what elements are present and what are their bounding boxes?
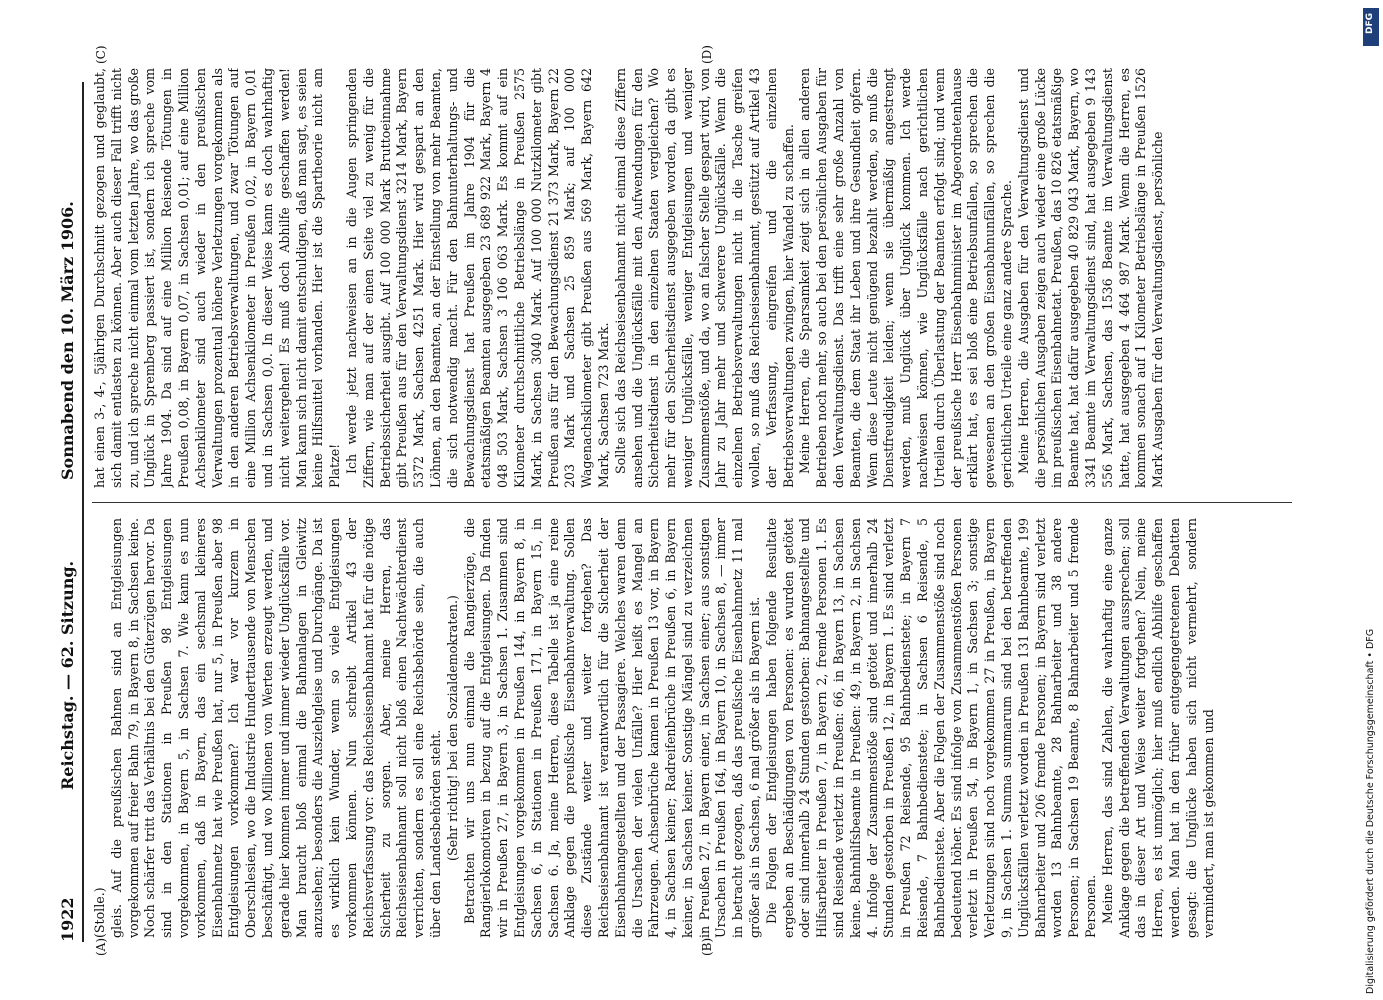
margin-marker-d: (D) <box>700 45 714 64</box>
column-divider <box>92 502 1292 503</box>
left-column-paragraph: (Stolle.) <box>92 887 107 938</box>
right-column-paragraph: hat einen 3-, 4-, 5jährigen Durchschnitt gezogen und geglaubt, sich damit entlasten zu können. Aber auch dieser Fall trifft nicht zu, und ich spreche nicht einmal vom letzten Jahre, wo das große Unglück in Spremberg passiert ist, sondern ich spreche vom Jahre 1904. Da sind auf eine Million Reisende Tötungen in Preußen 0,08, in Bayern 0,07, in Sachsen 0,01; auf eine Million Achsenkilometer sind auch wieder in den preußischen Verwaltungen prozentual höhere Verletzungen vorgekommen als in den anderen Betriebsverwaltungen, und zwar Tötungen auf eine Million Achsenkilometer in Preußen 0,02, in Bayern 0,01 und in Sachsen 0,0. In dieser Weise kann es doch wahrhaftig nicht weitergehen! Es muß doch Abhilfe geschaffen werden! Man kann sich nicht damit entschuldigen, daß man sagt, es seien keine Hilfsmittel vorhanden. Hier ist die Spartheorie nicht am Platze! <box>92 68 343 488</box>
margin-marker-c: (C) <box>94 45 108 64</box>
dfg-logo-text: DFG <box>1365 12 1375 34</box>
header-left-title: Reichstag. — 62. Sitzung. <box>58 560 77 790</box>
left-column-paragraph: Betrachten wir uns nun einmal die Rangierzüge, die Rangierlokomotiven in bezug auf die Entgleisungen. Da finden wir in Preußen 27, in Bayern 3, in Sachsen 1. Zusammen sind Entgleisungen vorgekommen in Preußen 144, in Bayern 8, in Sachsen 6, in Stationen in Preußen 171, in Bayern 15, in Sachsen 6. Ja, meine Herren, diese Tabelle ist ja eine reine Anklage gegen die preußische Eisenbahnverwaltung. Sollen diese Zustände weiter und weiter fortgehen? Das Reichseisenbahnamt ist verantwortlich für die Sicherheit der Eisenbahnangestellten und der Passagiere. Welches waren denn die Ursachen der vielen Unfälle? Hier heißt es Mangel an Fahrzeugen. Achsenbrüche kamen in Preußen 13 vor, in Bayern 4, in Sachsen keiner; Radreifenbrüche in Preußen 6, in Bayern keiner, in Sachsen keiner. Sonstige Mängel sind zu verzeichnen in Preußen 27, in Bayern einer, in Sachsen einer; aus sonstigen Ursachen in Preußen 164, in Bayern 10, in Sachsen 8, — immer in betracht gezogen, daß das preußische Eisenbahnnetz 11 mal größer als in Sachsen, 6 mal größer als in Bayern ist. <box>461 518 763 938</box>
text-column-left <box>92 518 1292 938</box>
header-right-date: Sonnabend den 10. März 1906. <box>58 201 77 480</box>
header-rule <box>82 82 84 942</box>
digitization-credit <box>1364 6 1378 994</box>
margin-marker-a: (A) <box>94 937 108 956</box>
right-column-paragraph: Sollte sich das Reichseisenbahnamt nicht einmal diese Ziffern ansehen und die Unglücksfälle mit den Aufwendungen für den Sicherheitsdienst in den einzelnen Staaten vergleichen? Wo mehr für den Sicherheitsdienst ausgegeben worden, da gibt es weniger Unglücksfälle, weniger Entgleisungen und weniger Zusammenstöße, und da, wo an falscher Stelle gespart wird, von Jahr zu Jahr mehr und schwerere Unglücksfälle. Wenn die einzelnen Betriebsverwaltungen nicht in die Tasche greifen wollen, so muß das Reichseisenbahnamt, gestützt auf Artikel 43 der Verfassung, eingreifen und die einzelnen Betriebsverwaltungen zwingen, hier Wandel zu schaffen. <box>612 68 796 488</box>
page-number: 1922 <box>58 897 77 942</box>
left-column-paragraph: Meine Herren, das sind Zahlen, die wahrhaftig eine ganze Anklage gegen die betreffenden Verwaltungen aussprechen; soll das in dieser Art und Weise weiter fortgehen? Nein, meine Herren, es ist unmöglich; hier muß endlich Abhilfe geschaffen werden. Man hat in den früher entgegengetretenen Debatten gesagt: die Unglücke haben sich nicht vermehrt, sondern vermindert, man ist gekommen und <box>1099 518 1216 938</box>
margin-marker-b: (B) <box>700 937 714 956</box>
right-column-paragraph: Meine Herren, die Ausgaben für den Verwaltungsdienst und die persönlichen Ausgaben zeigen auch wieder eine große Lücke im preußischen Eisenbahnetat. Preußen, das 10 826 etatsmäßige Beamte hat, hat dafür ausgegeben 40 829 043 Mark, Bayern, wo 3341 Beamte im Verwaltungsdienst sind, hat ausgegeben 9 143 556 Mark, Sachsen, das 1536 Beamte im Verwaltungsdienst hatte, hat ausgegeben 4 464 987 Mark. Wenn die Herren, es kommen sonach auf 1 Kilometer Betriebslänge in Preußen 1526 Mark Ausgaben für den Verwaltungsdienst, persönliche <box>1015 68 1166 488</box>
text-column-right <box>92 68 1292 488</box>
right-column-paragraph: Ich werde jetzt nachweisen an in die Augen springenden Ziffern, wie man auf der einen Seite viel zu wenig für die Betriebssicherheit ausgibt. Auf 100 000 Mark Bruttoeinnahme gibt Preußen aus für den Verwaltungsdienst 3214 Mark, Bayern 5372 Mark, Sachsen 4251 Mark. Hier wird gespart an den Löhnen, an den Beamten, an der Einstellung von mehr Beamten, die sich notwendig macht. Für den Bahnunterhaltungs- und Bewachungsdienst hat Preußen im Jahre 1904 für die etatsmäßigen Beamten ausgegeben 23 689 922 Mark, Bayern 4 048 503 Mark, Sachsen 3 106 063 Mark. Es kommt auf ein Kilometer durchschnittliche Betriebslänge in Preußen 2575 Mark, in Sachsen 3040 Mark. Auf 100 000 Nutzkilometer gibt Preußen aus für den Bewachungsdienst 21 373 Mark, Bayern 22 203 Mark und Sachsen 25 859 Mark; auf 100 000 Wagenachskilometer gibt Preußen aus 569 Mark, Bayern 642 Mark, Sachsen 723 Mark. <box>343 68 611 488</box>
left-column-paragraph: (Sehr richtig! bei den Sozialdemokraten.) <box>444 595 460 861</box>
left-column-paragraph: gleis. Auf die preußischen Bahnen sind an Entgleisungen vorgekommen auf freier Bahn 79, in Bayern 8, in Sachsen keine. Noch schärfer tritt das Verhältnis bei den Güterzügen hervor. Da sind in den Stationen in Preußen 98 Entgleisungen vorgekommen, in Bayern 5, in Sachsen 7. Wie kann es nun vorkommen, daß in Bayern, das ein sechsmal kleineres Eisenbahnnetz hat wie Preußen hat, nur 5, in Preußen aber 98 Entgleisungen vorkommen? Ich war vor kurzem in Oberschlesien, wo die Industrie Hunderttausende von Menschen beschäftigt, und wo Millionen von Werten erzeugt werden, und gerade hier kommen immer und immer wieder Unglücksfälle vor. Man braucht bloß einmal die Bahnanlagen in Gleiwitz anzusehen; besonders die Ausziehgleise und Durchgänge. Da ist es wirklich kein Wunder, wenn so viele Entgleisungen vorkommen können. Nun schreibt Artikel 43 der Reichsverfassung vor: das Reichseisenbahnamt hat für die nötige Sicherheit zu sorgen. Aber, meine Herren, das Reichseisenbahnamt soll nicht bloß einen Nachtwächterdienst verrichten, sondern es soll eine Reichsbehörde sein, die auch über den Landesbehörden steht. <box>108 518 443 938</box>
right-column-paragraph: Meine Herren, die Sparsamkeit zeigt sich in allen anderen Betrieben noch mehr, so auch bei den persönlichen Ausgaben für den Verwaltungsdienst. Das trifft eine sehr große Anzahl von Beamten, die dem Staat ihr Leben und ihre Gesundheit opfern. Wenn diese Leute nicht genügend bezahlt werden, so muß die Dienstfreudigkeit leiden; wenn sie übermäßig angestrengt werden, muß Unglück über Unglück kommen. Ich werde nachweisen können, wie Unglücksfälle nach gerichtlichen Urteilen durch Überlastung der Beamten erfolgt sind; und wenn der preußische Herr Eisenbahnminister im Abgeordnetenhause erklärt hat, es sei bloß eine Betriebsunfallen, so sprechen die gewesenen an den großen Eisenbahnunfällen, so sprechen die gerichtlichen Urteile eine ganz andere Sprache. <box>797 68 1015 488</box>
left-column-paragraph: Die Folgen der Entgleisungen haben folgende Resultate ergeben an Beschädigungen von Personen: es wurden getötet oder sind innerhalb 24 Stunden gestorben: Bahnangestellte und Hilfsarbeiter in Preußen 7, in Bayern 2, fremde Personen 1. Es sind Reisende verletzt in Preußen: 66, in Bayern 13, in Sachsen keine. Bahnhilfsbeamte in Preußen: 49, in Bayern 2, in Sachsen 4. Infolge der Zusammenstöße sind getötet und innerhalb 24 Stunden gestorben in Preußen 12, in Bayern 1. Es sind verletzt in Preußen 72 Reisende, 95 Bahnbedienstete; in Bayern 7 Reisende, 7 Bahnbedienstete; in Sachsen 6 Reisende, 5 Bahnbedienstete. Aber die Folgen der Zusammenstöße sind noch bedeutend höher. Es sind infolge von Zusammenstößen Personen verletzt in Preußen 54, in Bayern 1, in Sachsen 3; sonstige Verletzungen sind noch vorgekommen 27 in Preußen, in Bayern 9, in Sachsen 1. Summa summarum sind bei den betreffenden Unglücksfällen verletzt worden in Preußen 131 Bahnbeamte, 199 Bahnarbeiter und 206 fremde Personen; in Bayern sind verletzt worden 13 Bahnbeamte, 28 Bahnarbeiter und 38 andere Personen; in Sachsen 19 Beamte, 8 Bahnarbeiter und 5 fremde Personen. <box>763 518 1099 938</box>
page-header <box>58 0 80 1000</box>
credit-text: Digitalisierung gefördert durch die Deutsche Forschungsgemeinschaft • DFG <box>1365 628 1376 994</box>
dfg-logo <box>1363 8 1379 46</box>
